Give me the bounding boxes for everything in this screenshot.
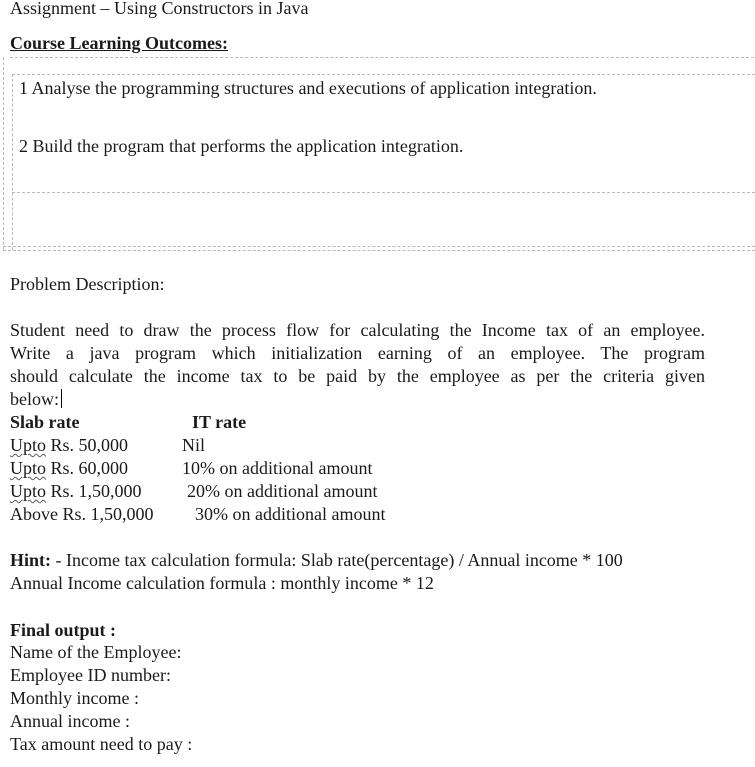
final-output-field-tax: Tax amount need to pay : [10,734,193,754]
final-output-field-annual: Annual income : [10,711,130,731]
table-border-bottom-2 [3,250,755,251]
hint-label: Hint: [10,550,52,570]
slab-row-3-slab: Rs. 1,50,000 [50,481,142,501]
slab-header-slab: Slab rate [10,412,80,432]
slab-row-1-slab: Rs. 50,000 [50,435,129,455]
slab-row-1-rate: Nil [182,435,206,455]
hint-line-1 [10,550,623,571]
slab-row-2-slab: Rs. 60,000 [50,458,129,478]
description-line-4-text: below: [10,389,59,409]
slab-row-4-slab: Above Rs. 1,50,000 [10,504,154,524]
table-row-divider-1 [12,74,755,75]
slab-row-3-upto: Upto [10,481,46,501]
final-output-field-name: Name of the Employee: [10,642,182,662]
slab-row-2-upto: Upto [10,458,46,478]
hint-line-2: Annual Income calculation formula : monthly income * 12 [10,573,434,593]
description-line-3: should calculate the income tax to be paid by the employee as per the criteria given [10,366,705,386]
slab-row-1 [10,435,128,456]
table-border-left-outer [3,57,4,250]
description-line-1: Student need to draw the process flow for calculating the Income tax of an employee. [10,320,705,340]
slab-header-rate: IT rate [192,412,247,432]
table-border-bottom-1 [3,246,755,247]
slab-row-2 [10,458,128,479]
table-border-top [10,57,754,58]
slab-row-3-rate: 20% on additional amount [187,481,378,501]
slab-row-1-upto: Upto [10,435,46,455]
slab-row-2-rate: 10% on additional amount [182,458,373,478]
final-output-field-id: Employee ID number: [10,665,171,685]
final-output-heading: Final output : [10,620,117,640]
slab-row-3 [10,481,142,502]
slab-row-4-rate: 30% on additional amount [195,504,386,524]
text-cursor [61,389,62,408]
description-paragraph [10,319,705,411]
final-output-field-monthly: Monthly income : [10,688,139,708]
description-line-4 [10,388,705,411]
outcome-1: 1 Analyse the programming structures and executions of application integration. [19,78,597,98]
problem-heading: Problem Description: [10,274,165,294]
hint-text-1: - Income tax calculation formula: Slab rate(percentage) / Annual income * 100 [51,550,623,570]
document-title: Assignment – Using Constructors in Java [10,0,309,18]
table-border-left-inner [12,74,13,250]
outcome-2: 2 Build the program that performs the application integration. [19,136,464,156]
table-row-divider-2 [12,192,755,193]
description-line-2: Write a java program which initialization earning of an employee. The program [10,343,705,363]
clo-heading: Course Learning Outcomes: [10,33,228,53]
